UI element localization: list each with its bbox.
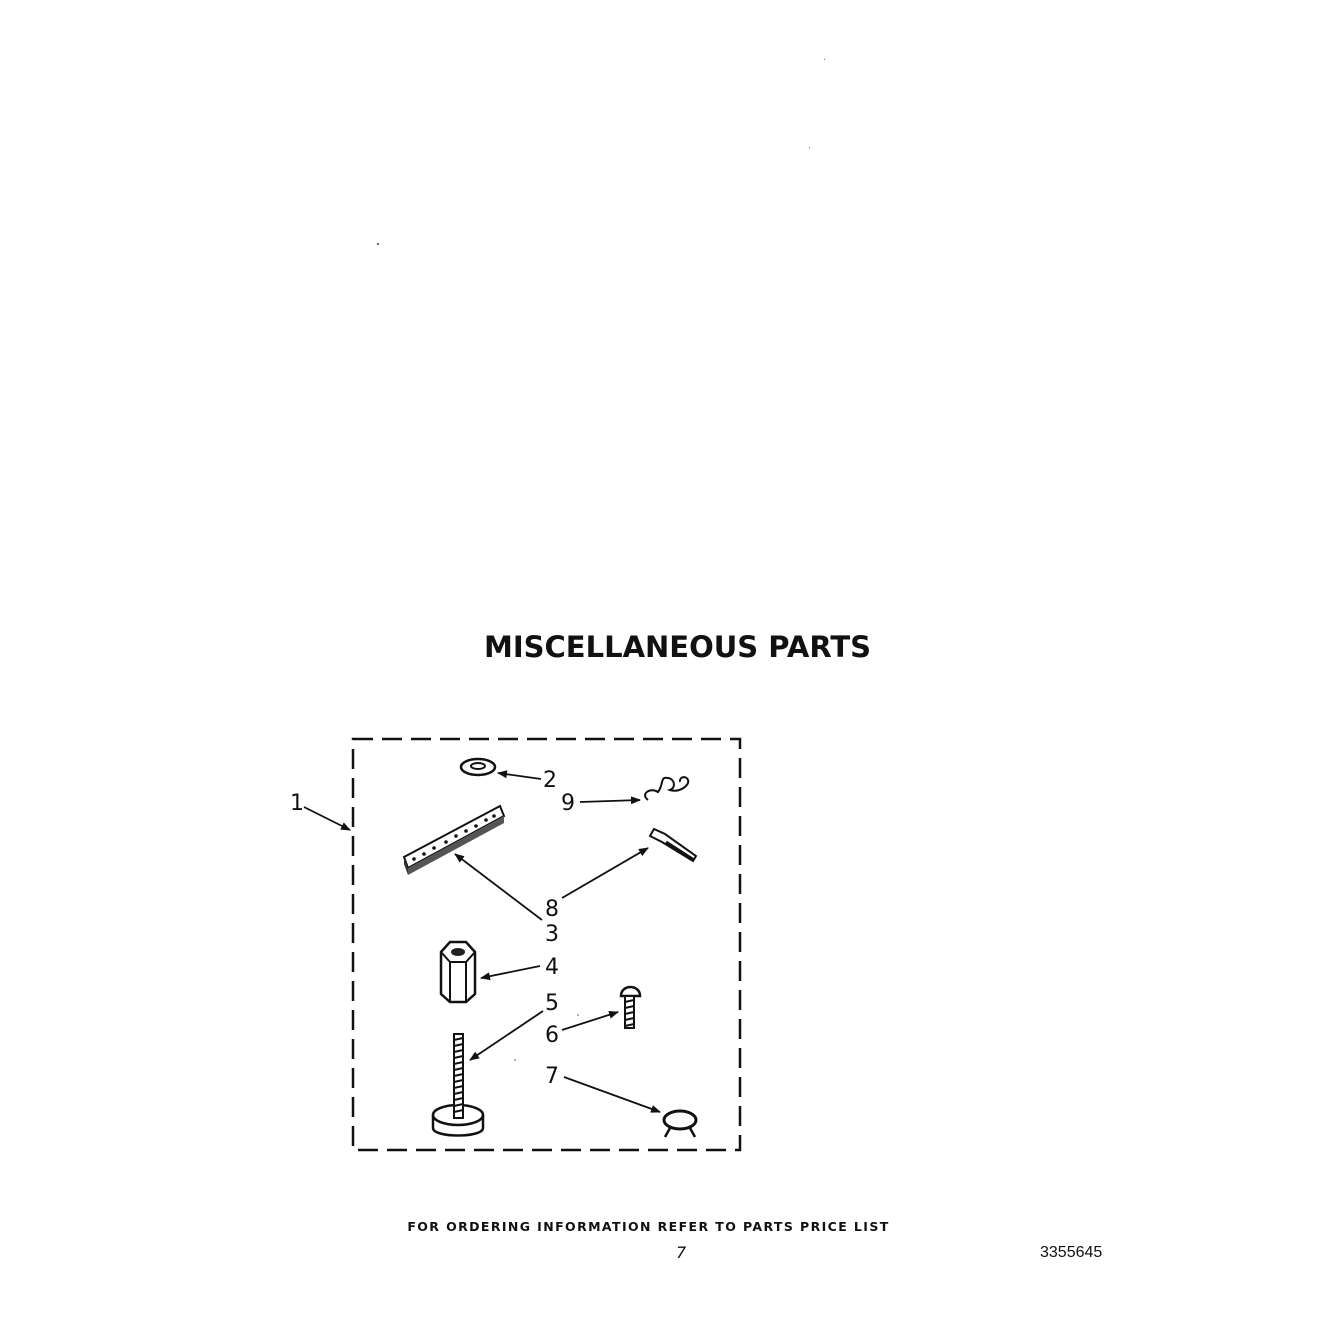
- scan-speck: [514, 1059, 516, 1061]
- callout-7: 7: [545, 1064, 559, 1089]
- leader-line-6: [562, 1012, 618, 1030]
- callout-2: 2: [543, 768, 557, 793]
- leveling-leg-part: [433, 1034, 483, 1136]
- clamp-ring-part: [664, 1111, 696, 1137]
- leader-line-7: [564, 1077, 660, 1112]
- document-number: 3355645: [1040, 1244, 1103, 1261]
- page-number: 7: [676, 1243, 687, 1262]
- callout-5: 5: [545, 991, 559, 1016]
- leader-line-1: [304, 807, 350, 830]
- leader-line-8: [562, 848, 648, 898]
- callout-1: 1: [290, 791, 304, 816]
- leader-line-3: [455, 854, 542, 920]
- callout-4: 4: [545, 955, 559, 980]
- washer-part: [461, 759, 495, 775]
- leader-line-4: [481, 966, 540, 978]
- leader-line-9: [580, 800, 640, 802]
- screw-part: [621, 987, 640, 1028]
- page-title: MISCELLANEOUS PARTS: [483, 630, 872, 664]
- ordering-note: FOR ORDERING INFORMATION REFER TO PARTS PRICE LIST: [407, 1219, 890, 1234]
- pin-part: [650, 829, 696, 861]
- wire-clip-part: [645, 777, 688, 800]
- scan-speck: [577, 1014, 579, 1016]
- callout-3: 3: [545, 922, 559, 947]
- callout-8: 8: [545, 897, 559, 922]
- callout-6: 6: [545, 1023, 559, 1048]
- callout-9: 9: [561, 791, 575, 816]
- hex-spacer-part: [441, 942, 475, 1002]
- strap-part: [404, 806, 504, 875]
- leader-line-2: [498, 773, 541, 779]
- leader-line-5: [470, 1011, 543, 1060]
